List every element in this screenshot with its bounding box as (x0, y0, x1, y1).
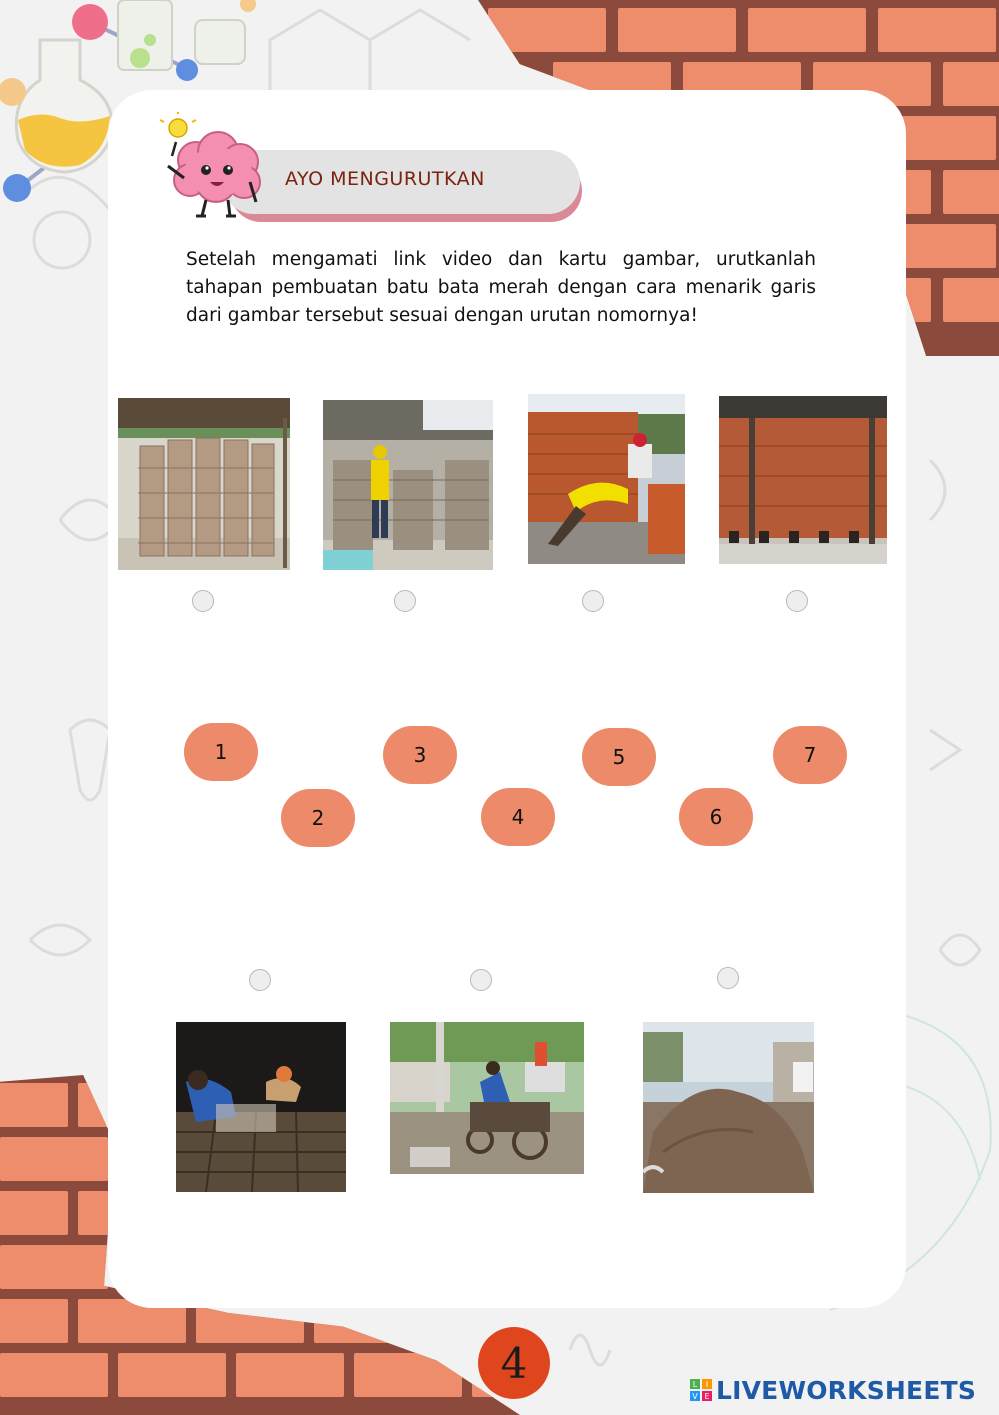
photo-workers-molding-bricks-at-night (176, 1022, 346, 1192)
photo-brick-kiln-wall (719, 396, 887, 564)
number-pill-3: 3 (383, 726, 457, 784)
number-pill-4: 4 (481, 788, 555, 846)
badge-letter-i: I (705, 1380, 709, 1389)
badge-letter-e: E (704, 1392, 710, 1401)
match-point-top-3[interactable] (582, 590, 604, 612)
brain-mascot-icon (158, 112, 268, 222)
badge-letter-v: V (692, 1392, 698, 1401)
photo-pile-of-soil (643, 1022, 814, 1193)
match-point-top-1[interactable] (192, 590, 214, 612)
number-pill-1: 1 (184, 723, 258, 781)
match-point-bottom-3[interactable] (717, 967, 739, 989)
section-title: AYO MENGURUTKAN (285, 168, 485, 190)
photo-clay-grinding-machine (390, 1022, 584, 1174)
match-point-top-2[interactable] (394, 590, 416, 612)
match-point-bottom-2[interactable] (470, 969, 492, 991)
page-number: 4 (500, 1338, 528, 1388)
liveworksheets-badge-icon (690, 1379, 712, 1401)
liveworksheets-logo (690, 1376, 976, 1404)
liveworksheets-wordmark[interactable]: LIVEWORKSHEETS (716, 1375, 977, 1405)
photo-worker-arranging-bricks (528, 394, 685, 564)
photo-worker-stacking-bricks-kiln (323, 400, 493, 570)
photo-bricks-drying-under-shed (118, 398, 290, 570)
instruction-text: Setelah mengamati link video dan kartu gambar, urutkanlah tahapan pembuatan batu bata merah dengan cara menarik garis dari gambar tersebut sesuai dengan urutan nomornya! (186, 249, 816, 326)
badge-letter-l: L (692, 1380, 698, 1389)
number-pill-6: 6 (679, 788, 753, 846)
number-pill-7: 7 (773, 726, 847, 784)
page-number-badge (478, 1327, 550, 1399)
match-point-top-4[interactable] (786, 590, 808, 612)
number-pill-2: 2 (281, 789, 355, 847)
number-pill-5: 5 (582, 728, 656, 786)
match-point-bottom-1[interactable] (249, 969, 271, 991)
